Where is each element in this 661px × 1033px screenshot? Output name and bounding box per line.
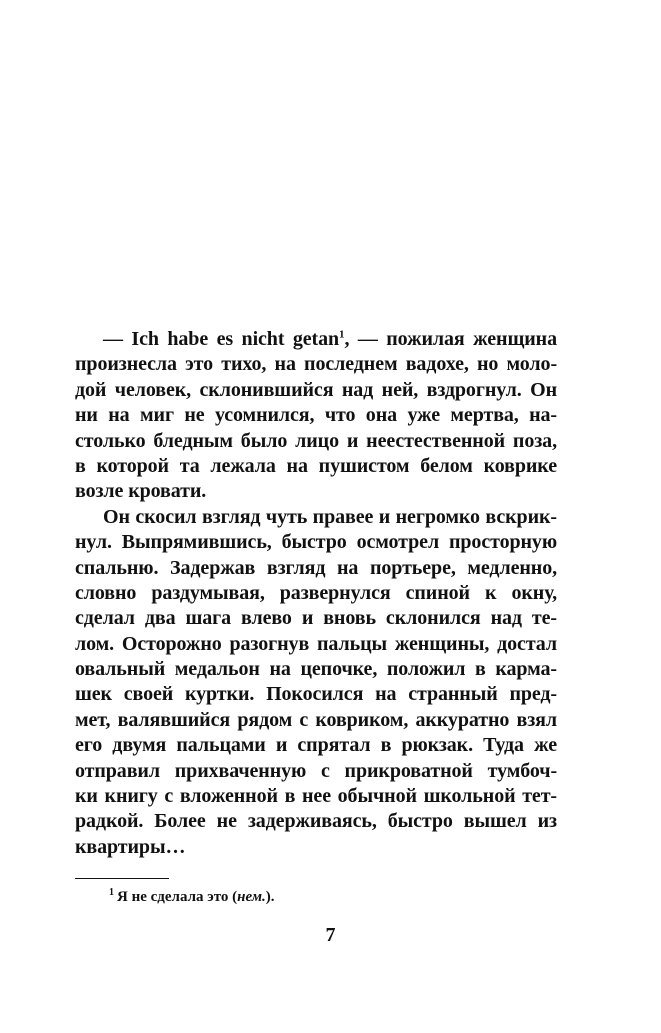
text-fragment: — Ich habe es nicht getan [103, 328, 340, 350]
text-line: словно раздумывая, развернулся спиной к окну, [75, 581, 557, 604]
main-text [75, 327, 557, 860]
text-line: овальный медальон на цепочке, положил в карма- [75, 658, 557, 681]
text-line: отправил прихваченную с прикроватной тумбоч- [75, 759, 557, 782]
text-fragment: , — пожилая женщина [344, 328, 557, 350]
footnote-marker: 1 [109, 887, 114, 898]
text-line [75, 327, 557, 352]
paragraph-1 [75, 327, 557, 505]
text-line: нул. Выпрямившись, быстро осмотрел просторную [75, 531, 557, 554]
text-line: дой человек, склонившийся над ней, вздрогнул. Он [75, 378, 557, 401]
text-line: сделал два шага влево и вновь склонился над те- [75, 607, 557, 630]
text-line: столько бледным было лицо и неестественной поза, [75, 429, 557, 452]
text-line: шек своей куртки. Покосился на странный пред- [75, 683, 557, 706]
footnote [109, 888, 275, 906]
text-line: спальню. Задержав взгляд на портьере, медленно, [75, 556, 557, 579]
text-line: произнесла это тихо, на последнем вадохе, но моло- [75, 353, 557, 376]
text-line: возле кровати. [75, 480, 207, 503]
text-line: его двумя пальцами и спрятал в рюкзак. Туда же [75, 734, 557, 757]
text-line: ни на миг не усомнился, что она уже мертва, на- [75, 404, 557, 427]
text-line: лом. Осторожно разогнув пальцы женщины, достал [75, 632, 557, 655]
text-line: Он скосил взгляд чуть правее и негромко вскрик- [103, 505, 557, 528]
text-line: мет, валявшийся рядом с ковриком, аккуратно взял [75, 708, 557, 731]
footnote-reference[interactable]: 1 [339, 328, 345, 341]
footnote-language: нем. [237, 889, 266, 905]
text-line: ки книгу с вложенной в нее обычной школьной тет- [75, 785, 557, 808]
text-line: радкой. Более не задерживаясь, быстро вышел из [75, 810, 557, 833]
paragraph-2 [75, 505, 557, 860]
page-number: 7 [325, 924, 336, 946]
footnote-divider [75, 878, 169, 879]
text-line: квартиры… [75, 835, 186, 858]
footnote-text-end: ). [265, 889, 275, 905]
footnote-text: Я не сделала это ( [117, 889, 238, 905]
text-line: в которой та лежала на пушистом белом коврике [75, 454, 557, 477]
